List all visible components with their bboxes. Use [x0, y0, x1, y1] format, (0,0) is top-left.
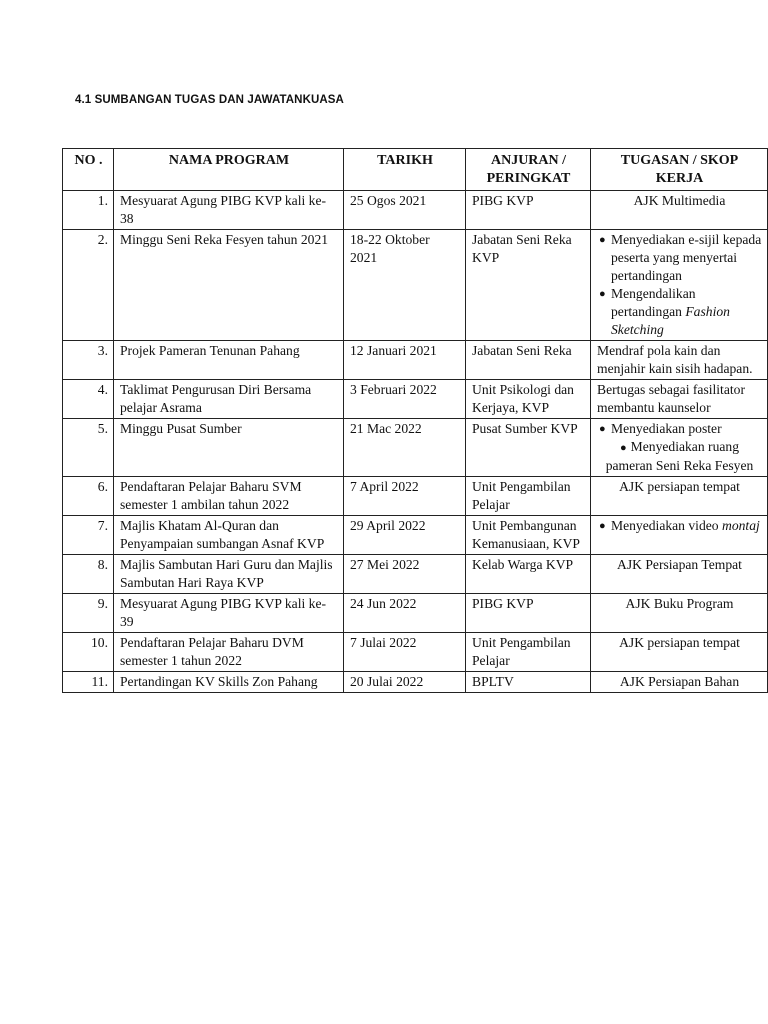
program-date: 29 April 2022 [344, 516, 466, 555]
program-task: Mendraf pola kain dan menjahir kain sisih hadapan. [591, 341, 768, 380]
table-row [63, 633, 768, 672]
program-organizer: Jabatan Seni Reka KVP [466, 230, 591, 341]
row-number: 6. [63, 477, 114, 516]
program-task: Bertugas sebagai fasilitator membantu kaunselor [591, 380, 768, 419]
program-name: Pertandingan KV Skills Zon Pahang [114, 672, 344, 693]
table-row [63, 477, 768, 516]
program-date: 18-22 Oktober 2021 [344, 230, 466, 341]
table-row [63, 516, 768, 555]
task-list [597, 517, 762, 535]
row-number: 9. [63, 594, 114, 633]
program-date: 21 Mac 2022 [344, 419, 466, 477]
program-date: 12 Januari 2021 [344, 341, 466, 380]
program-name: Projek Pameran Tenunan Pahang [114, 341, 344, 380]
task-text-italic: montaj [722, 518, 760, 533]
program-name: Minggu Seni Reka Fesyen tahun 2021 [114, 230, 344, 341]
task-text: Menyediakan poster [611, 421, 722, 436]
program-organizer: Jabatan Seni Reka [466, 341, 591, 380]
program-organizer: PIBG KVP [466, 594, 591, 633]
program-organizer: Unit Pengambilan Pelajar [466, 633, 591, 672]
program-organizer: Pusat Sumber KVP [466, 419, 591, 477]
bullet-icon: ● [599, 234, 606, 246]
table-row [63, 419, 768, 477]
row-number: 3. [63, 341, 114, 380]
program-organizer: Unit Pembangunan Kemanusiaan, KVP [466, 516, 591, 555]
task-text: Mengendalikan pertandingan [611, 286, 696, 319]
table-row [63, 555, 768, 594]
table-row [63, 341, 768, 380]
row-number: 7. [63, 516, 114, 555]
bullet-icon: ● [620, 442, 627, 454]
program-task: AJK Multimedia [591, 191, 768, 230]
table-header-row [63, 149, 768, 191]
task-text: Menyediakan video [611, 518, 719, 533]
program-name: Pendaftaran Pelajar Baharu SVM semester 1 ambilan tahun 2022 [114, 477, 344, 516]
program-task: AJK persiapan tempat [591, 633, 768, 672]
program-organizer: Kelab Warga KVP [466, 555, 591, 594]
task-item [597, 420, 762, 438]
program-date: 7 Julai 2022 [344, 633, 466, 672]
program-task [591, 230, 768, 341]
row-number: 11. [63, 672, 114, 693]
program-date: 7 April 2022 [344, 477, 466, 516]
header-tarikh: TARIKH [344, 149, 466, 191]
header-tugasan-skop-kerja: TUGASAN / SKOP KERJA [591, 149, 768, 191]
program-name: Pendaftaran Pelajar Baharu DVM semester 1 tahun 2022 [114, 633, 344, 672]
program-task: AJK Persiapan Bahan [591, 672, 768, 693]
header-nama-program: NAMA PROGRAM [114, 149, 344, 191]
program-task: AJK Buku Program [591, 594, 768, 633]
table-row [63, 191, 768, 230]
row-number: 1. [63, 191, 114, 230]
row-number: 10. [63, 633, 114, 672]
row-number: 8. [63, 555, 114, 594]
table-row [63, 380, 768, 419]
task-item [597, 231, 762, 285]
row-number: 2. [63, 230, 114, 341]
program-name: Minggu Pusat Sumber [114, 419, 344, 477]
task-item [597, 438, 762, 475]
program-organizer: Unit Pengambilan Pelajar [466, 477, 591, 516]
table-row [63, 672, 768, 693]
header-no: NO . [63, 149, 114, 191]
program-name: Majlis Khatam Al-Quran dan Penyampaian sumbangan Asnaf KVP [114, 516, 344, 555]
program-task [591, 516, 768, 555]
program-name: Taklimat Pengurusan Diri Bersama pelajar Asrama [114, 380, 344, 419]
task-item [597, 517, 762, 535]
task-item [597, 285, 762, 339]
program-date: 20 Julai 2022 [344, 672, 466, 693]
program-task: AJK Persiapan Tempat [591, 555, 768, 594]
bullet-icon: ● [599, 423, 606, 435]
program-task [591, 419, 768, 477]
program-date: 25 Ogos 2021 [344, 191, 466, 230]
bullet-icon: ● [599, 520, 606, 532]
task-text: Menyediakan ruang pameran Seni Reka Fesyen [605, 439, 754, 473]
program-name: Mesyuarat Agung PIBG KVP kali ke-38 [114, 191, 344, 230]
program-organizer: BPLTV [466, 672, 591, 693]
task-list [597, 231, 762, 339]
program-organizer: PIBG KVP [466, 191, 591, 230]
row-number: 5. [63, 419, 114, 477]
program-date: 27 Mei 2022 [344, 555, 466, 594]
task-text: Menyediakan e-sijil kepada peserta yang menyertai pertandingan [611, 232, 762, 283]
task-list [597, 420, 762, 475]
table-row [63, 230, 768, 341]
program-organizer: Unit Psikologi dan Kerjaya, KVP [466, 380, 591, 419]
row-number: 4. [63, 380, 114, 419]
table-row [63, 594, 768, 633]
program-name: Mesyuarat Agung PIBG KVP kali ke-39 [114, 594, 344, 633]
task-text-italic: Fashion Sketching [611, 304, 730, 337]
program-date: 24 Jun 2022 [344, 594, 466, 633]
header-anjuran-peringkat: ANJURAN / PERINGKAT [466, 149, 591, 191]
program-task: AJK persiapan tempat [591, 477, 768, 516]
section-title: 4.1 SUMBANGAN TUGAS DAN JAWATANKUASA [75, 94, 344, 106]
program-date: 3 Februari 2022 [344, 380, 466, 419]
committee-table [62, 148, 768, 693]
program-name: Majlis Sambutan Hari Guru dan Majlis Sambutan Hari Raya KVP [114, 555, 344, 594]
bullet-icon: ● [599, 288, 606, 300]
